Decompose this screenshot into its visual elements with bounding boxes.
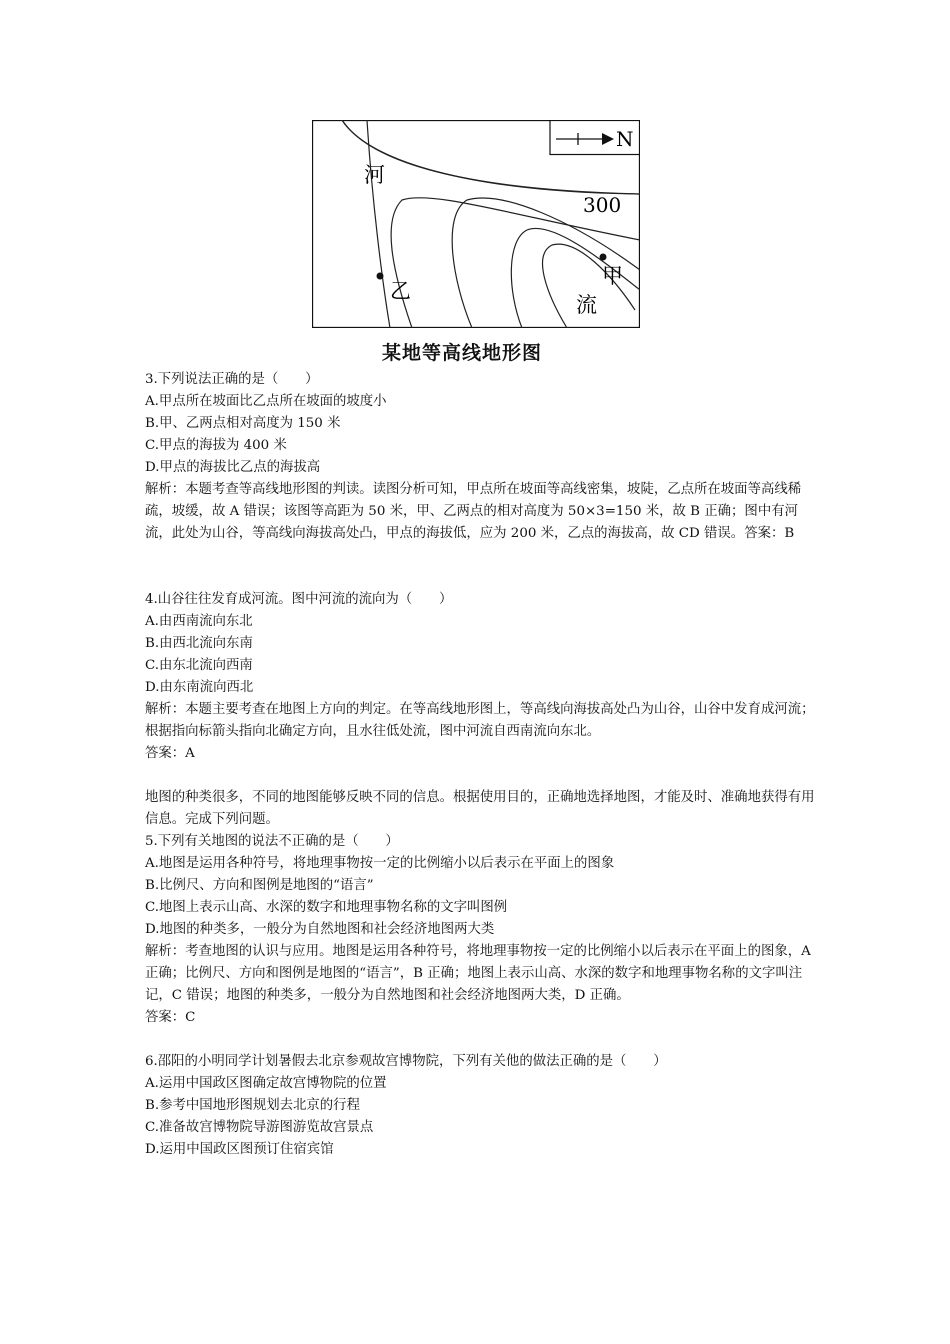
figure-caption: 某地等高线地形图	[381, 342, 542, 364]
q4-option-b: B.由西北流向东南	[145, 636, 253, 651]
intro-paragraph: 地图的种类很多，不同的地图能够反映不同的信息。根据使用目的，正确地选择地图，才能及时、准确地获得有用信息。完成下列问题。	[145, 790, 815, 827]
point-yi-label: 乙	[390, 279, 411, 303]
q4-answer: 答案：A	[145, 746, 195, 761]
q5-option-d: D.地图的种类多，一般分为自然地图和社会经济地图两大类	[145, 922, 495, 937]
river-label-1: 河	[364, 163, 385, 187]
q4-analysis: 解析：本题主要考查在地图上方向的判定。在等高线地形图上，等高线向海拔高处凸为山谷，山谷中发育成河流；根据指向标箭头指向北确定方向，且水往低处流，图中河流自西南流向东北。	[145, 702, 815, 739]
q3-option-b: B.甲、乙两点相对高度为 150 米	[145, 416, 341, 431]
north-label: N	[616, 127, 634, 151]
contour-value-label: 300	[583, 193, 622, 217]
document-body	[145, 369, 815, 1161]
point-jia-marker	[600, 254, 607, 261]
q5-answer: 答案：C	[145, 1010, 196, 1025]
q6-option-c: C.准备故宫博物院导游图游览故宫景点	[145, 1120, 374, 1135]
q6-question: 6.邵阳的小明同学计划暑假去北京参观故宫博物院，下列有关他的做法正确的是（ ）	[145, 1054, 667, 1069]
q5-option-a: A.地图是运用各种符号，将地理事物按一定的比例缩小以后表示在平面上的图象	[145, 856, 615, 871]
river-label-2: 流	[576, 293, 597, 317]
q5-analysis: 解析：考查地图的认识与应用。地图是运用各种符号，将地理事物按一定的比例缩小以后表示在平面上的图象，A 正确；比例尺、方向和图例是地图的“语言”，B 正确；地图上表示山高、水深的数字和地理事物名称的文字叫注记，C 错误；地图的种类多，一般分为自然地图和社会经济地图两大类，D 正确。	[145, 944, 811, 1003]
q3-option-c: C.甲点的海拔为 400 米	[145, 438, 287, 453]
contour-map	[312, 120, 640, 328]
point-yi-marker	[377, 273, 384, 280]
q5-question: 5.下列有关地图的说法不正确的是（ ）	[145, 834, 399, 849]
q5-option-c: C.地图上表示山高、水深的数字和地理事物名称的文字叫图例	[145, 900, 508, 915]
contour-map-figure	[312, 120, 640, 328]
q4-question: 4.山谷往往发育成河流。图中河流的流向为（ ）	[145, 592, 453, 607]
q4-option-c: C.由东北流向西南	[145, 658, 253, 673]
q5-option-b: B.比例尺、方向和图例是地图的“语言”	[145, 878, 374, 893]
q3-question: 3.下列说法正确的是（ ）	[145, 372, 319, 387]
q4-option-a: A.由西南流向东北	[145, 614, 253, 629]
q3-option-a: A.甲点所在坡面比乙点所在坡面的坡度小	[145, 394, 387, 409]
q4-option-d: D.由东南流向西北	[145, 680, 254, 695]
q6-option-d: D.运用中国政区图预订住宿宾馆	[145, 1142, 334, 1157]
q3-analysis: 解析：本题考查等高线地形图的判读。读图分析可知，甲点所在坡面等高线密集，坡陡，乙点所在坡面等高线稀疏，坡缓，故 A 错误；该图等高距为 50 米，甲、乙两点的相对高度为 50×3=150 米，故 B 正确；图中有河流，此处为山谷，等高线向海拔高处凸，甲点的海拔低，应为 200 米，乙点的海拔高，故 CD 错误。答案：B	[145, 482, 802, 541]
q6-option-a: A.运用中国政区图确定故宫博物院的位置	[145, 1076, 387, 1091]
q3-option-d: D.甲点的海拔比乙点的海拔高	[145, 460, 321, 475]
point-jia-label: 甲	[602, 264, 623, 288]
q6-option-b: B.参考中国地形图规划去北京的行程	[145, 1098, 360, 1113]
north-arrow	[550, 121, 640, 155]
